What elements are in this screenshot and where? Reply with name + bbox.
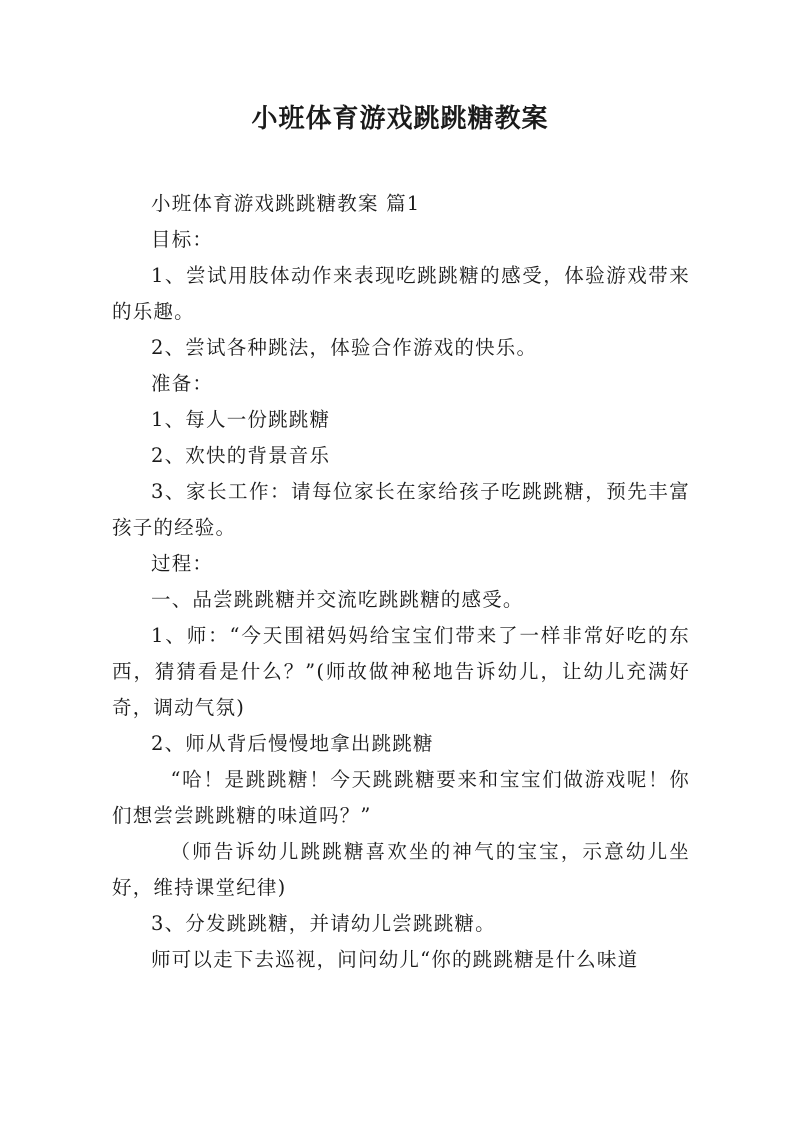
goal-item-1: 1、尝试用肢体动作来表现吃跳跳糖的感受，体验游戏带来的乐趣。 [112,264,690,323]
section-heading: 小班体育游戏跳跳糖教案 篇1 [151,192,421,215]
process-step-heading: 一、品尝跳跳糖并交流吃跳跳糖的感受。 [151,588,524,611]
teacher-quote: “哈！是跳跳糖！今天跳跳糖要来和宝宝们做游戏呢！你们想尝尝跳跳糖的味道吗？” [112,768,690,827]
process-step-3: 3、分发跳跳糖，并请幼儿尝跳跳糖。 [151,912,496,935]
goals-label: 目标： [151,228,214,251]
document-body [112,186,690,978]
process-step-3-detail: 师可以走下去巡视，问问幼儿“你的跳跳糖是什么味道 [151,948,639,971]
preparation-item-2: 2、欢快的背景音乐 [151,444,331,467]
preparation-label: 准备： [151,372,214,395]
process-label: 过程： [151,552,214,575]
preparation-item-1: 1、每人一份跳跳糖 [151,408,331,431]
process-step-1: 1、师：“今天围裙妈妈给宝宝们带来了一样非常好吃的东西，猜猜看是什么？”(师故做神秘地告诉幼儿，让幼儿充满好奇，调动气氛) [112,624,690,719]
preparation-item-3: 3、家长工作：请每位家长在家给孩子吃跳跳糖，预先丰富孩子的经验。 [112,480,690,539]
goal-item-2: 2、尝试各种跳法，体验合作游戏的快乐。 [151,336,538,359]
teacher-note: （师告诉幼儿跳跳糖喜欢坐的神气的宝宝，示意幼儿坐好，维持课堂纪律) [112,840,690,899]
document-title: 小班体育游戏跳跳糖教案 [251,104,549,134]
process-step-2: 2、师从背后慢慢地拿出跳跳糖 [151,732,434,755]
